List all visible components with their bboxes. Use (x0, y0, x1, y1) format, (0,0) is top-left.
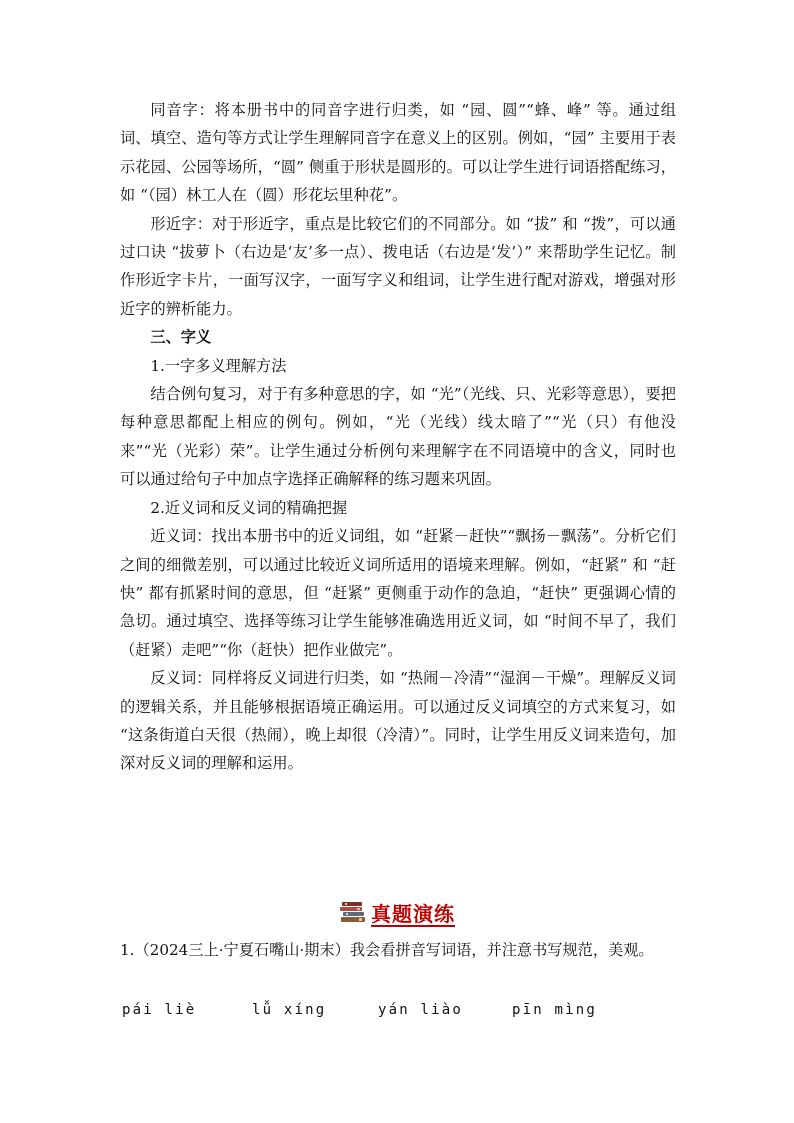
books-stack-icon (339, 900, 367, 924)
pinyin-item: pīn mìng (512, 1002, 598, 1018)
subheading-synonyms-antonyms: 2.近义词和反义词的精确把握 (150, 498, 348, 517)
pinyin-item: yán liào (378, 1002, 464, 1018)
question-text: 1.（2024三上·宁夏石嘴山·期末）我会看拼音写词语，并注意书写规范，美观。 (120, 941, 654, 959)
pinyin-row (122, 1002, 678, 1024)
banner-title: 真题演练 (371, 901, 455, 926)
section-heading-meaning: 三、字义 (150, 328, 212, 347)
exercise-question (120, 936, 676, 965)
exercise-banner (0, 897, 794, 927)
review-notes (120, 96, 676, 778)
pinyin-item: lǚ xíng (252, 1002, 327, 1018)
synonym-paragraph: 近义词：找出本册书中的近义词组，如 “赶紧－赶快”“飘扬－飘荡”。分析它们之间的细微差别，可以通过比较近义词所适用的语境来理解。例如，“赶紧” 和 “赶快” 都有抓紧时间的意思，但 “赶紧” 更侧重于动作的急迫，“赶快” 更强调心情的急切。通过填空、选择等练习让学生能够准确选用近义词，如 “时间不早了，我们（赶紧）走吧”“你（赶快）把作业做完”。 (120, 527, 676, 659)
polysemy-paragraph: 结合例句复习，对于有多种意思的字，如 “光”（光线、只、光彩等意思），要把每种意思都配上相应的例句。例如，“光（光线）线太暗了”“光（只）有他没来”“光（光彩）荣”。让学生通过分析例句来理解字在不同语境中的含义，同时也可以通过给句子中加点字选择正确解释的练习题来巩固。 (120, 385, 676, 489)
antonym-paragraph: 反义词：同样将反义词进行归类，如 “热闹－冷清”“湿润－干燥”。理解反义词的逻辑关系，并且能够根据语境正确运用。可以通过反义词填空的方式来复习，如 “这条街道白天很（热闹），晚上却很（冷清）”。同时，让学生用反义词来造句，加深对反义词的理解和运用。 (120, 669, 676, 773)
subheading-polysemy: 1.一字多义理解方法 (150, 356, 287, 375)
homophone-paragraph: 同音字：将本册书中的同音字进行归类，如 “园、圆”“蜂、峰” 等。通过组词、填空、造句等方式让学生理解同音字在意义上的区别。例如，“园” 主要用于表示花园、公园等场所，“圆” 侧重于形状是圆形的。可以让学生进行词语搭配练习，如 “（园）林工人在（圆）形花坛里种花”。 (120, 101, 676, 205)
similar-shape-paragraph: 形近字：对于形近字，重点是比较它们的不同部分。如 “拔” 和 “拨”，可以通过口诀 “拔萝卜（右边是‘友’多一点）、拨电话（右边是‘发’）” 来帮助学生记忆。制作形近字卡片，一面写汉字，一面写字义和组词，让学生进行配对游戏，增强对形近字的辨析能力。 (120, 214, 676, 318)
pinyin-item: pái liè (122, 1002, 197, 1018)
